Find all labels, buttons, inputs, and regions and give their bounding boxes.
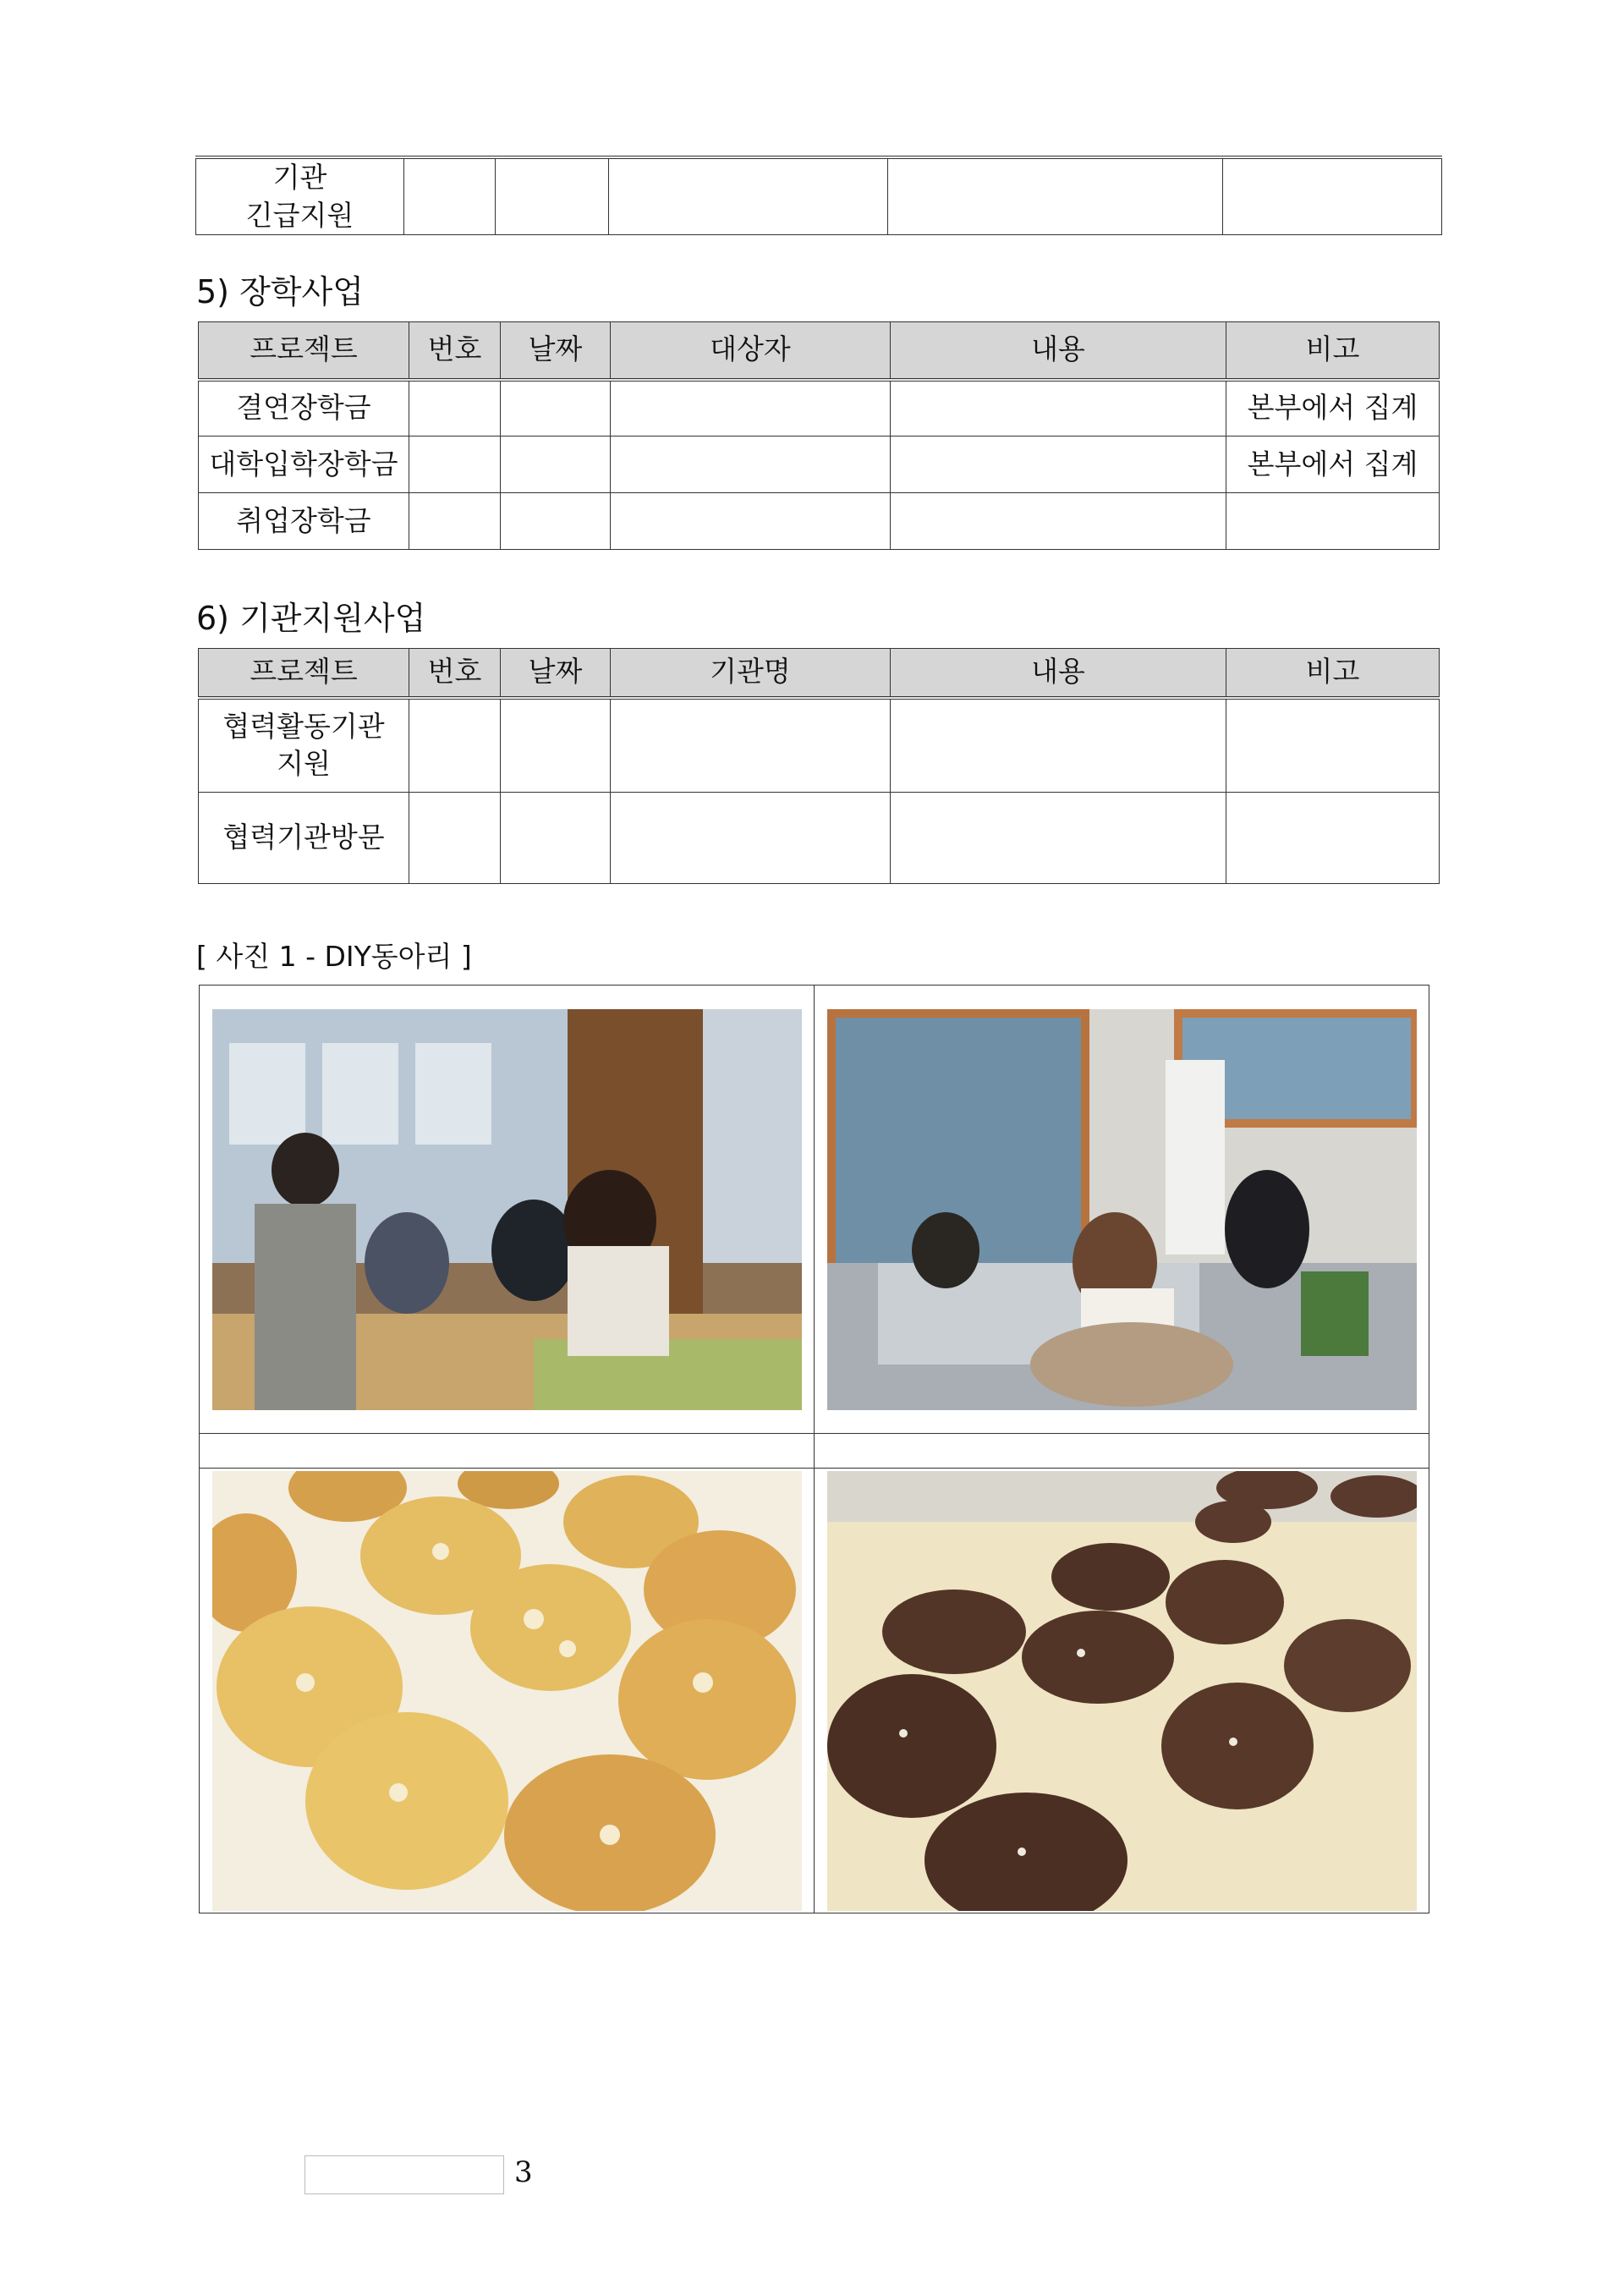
photo-grid — [199, 985, 1429, 1913]
table-row — [199, 493, 1440, 550]
row-note: 본부에서 집계 — [1226, 436, 1440, 493]
scholarship-table — [198, 321, 1440, 550]
header-number: 번호 — [409, 649, 501, 698]
header-agency-name: 기관명 — [611, 649, 891, 698]
row-note — [1226, 493, 1440, 550]
table-row — [199, 793, 1440, 884]
photo-library-diy-activity — [827, 1009, 1417, 1410]
header-date: 날짜 — [501, 322, 611, 380]
header-content: 내용 — [891, 322, 1226, 380]
agency-support-table — [198, 648, 1440, 884]
row-project: 협력기관방문 — [199, 793, 409, 884]
row-label-emergency-support: 기관 긴급지원 — [196, 157, 404, 235]
header-recipient: 대상자 — [611, 322, 891, 380]
table-row — [199, 436, 1440, 493]
header-project: 프로젝트 — [199, 649, 409, 698]
table-row — [199, 380, 1440, 436]
table-row — [199, 698, 1440, 793]
photo-cafe-diy-activity — [212, 1009, 802, 1410]
page-number: 3 — [514, 2155, 533, 2189]
top-table — [195, 156, 1442, 235]
header-note: 비고 — [1226, 322, 1440, 380]
header-content: 내용 — [891, 649, 1226, 698]
row-project: 취업장학금 — [199, 493, 409, 550]
section6-title: 6) 기관지원사업 — [196, 600, 426, 637]
photo-chocolate-cookies — [827, 1471, 1417, 1911]
header-date: 날짜 — [501, 649, 611, 698]
photo-macadamia-cookies — [212, 1471, 802, 1911]
header-note: 비고 — [1226, 649, 1440, 698]
row-project: 협력활동기관 지원 — [199, 698, 409, 793]
photo-caption: [ 사진 1 - DIY동아리 ] — [196, 940, 472, 973]
header-project: 프로젝트 — [199, 322, 409, 380]
footer-box — [304, 2155, 504, 2194]
row-project: 대학입학장학금 — [199, 436, 409, 493]
header-number: 번호 — [409, 322, 501, 380]
section5-title: 5) 장학사업 — [196, 273, 364, 310]
row-project: 결연장학금 — [199, 380, 409, 436]
row-note: 본부에서 집계 — [1226, 380, 1440, 436]
